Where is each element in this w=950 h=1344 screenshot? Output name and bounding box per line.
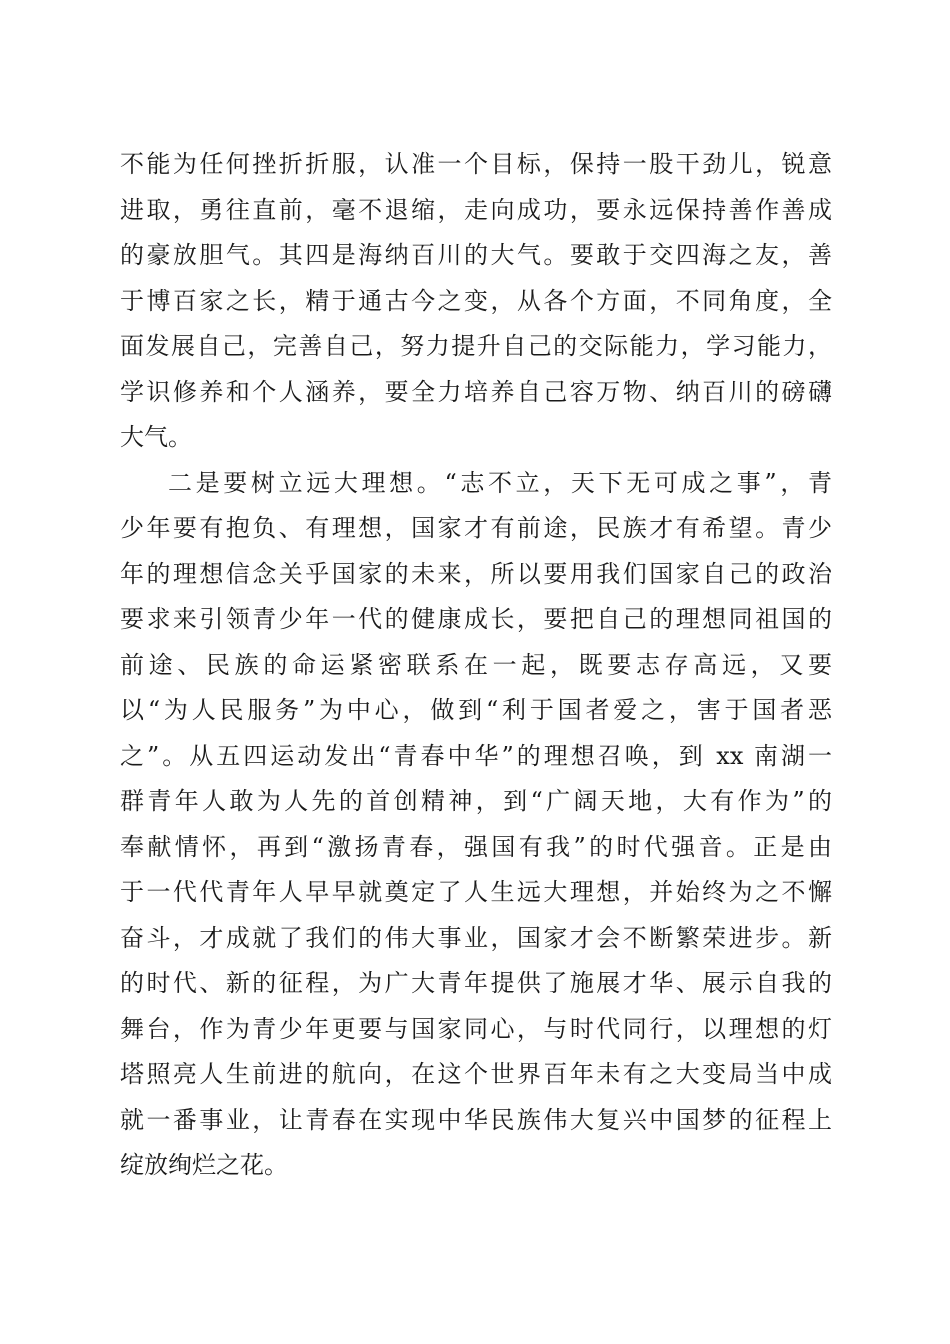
paragraph-2-line: 之”。从五四运动发出“青春中华”的理想召唤，到 xx 南湖一 [120,741,832,770]
paragraph-1 [120,142,832,461]
paragraph-2-line: 舞台，作为青少年更要与国家同心，与时代同行，以理想的灯 [120,1014,832,1043]
paragraph-2-line: 奉献情怀，再到“激扬青春，强国有我”的时代强音。正是由 [120,832,832,861]
paragraph-2 [120,461,832,1189]
paragraph-1-line: 不能为任何挫折折服，认准一个目标，保持一股干劲儿，锐意 [120,150,832,178]
paragraph-2-line: 少年要有抱负、有理想，国家才有前途，民族才有希望。青少 [120,514,832,542]
document-body [120,142,832,1189]
paragraph-2-line: 年的理想信念关乎国家的未来，所以要用我们国家自己的政治 [120,559,832,588]
paragraph-1-line: 学识修养和个人涵养，要全力培养自己容万物、纳百川的磅礴 [120,377,832,406]
paragraph-2-line: 的时代、新的征程，为广大青年提供了施展才华、展示自我的 [120,969,832,997]
paragraph-1-line: 面发展自己，完善自己，努力提升自己的交际能力，学习能力， [120,332,832,360]
paragraph-1-line: 进取，勇往直前，毫不退缩，走向成功，要永远保持善作善成 [120,195,832,224]
paragraph-1-line: 于博百家之长，精于通古今之变，从各个方面，不同角度，全 [120,286,832,315]
paragraph-2-line: 二是要树立远大理想。“志不立，天下无可成之事”，青 [168,468,832,497]
paragraph-2-line: 前途、民族的命运紧密联系在一起，既要志存高远，又要 [120,650,832,679]
paragraph-2-line: 于一代代青年人早早就奠定了人生远大理想，并始终为之不懈 [120,878,832,906]
paragraph-2-line: 绽放绚烂之花。 [120,1151,288,1179]
paragraph-2-line: 就一番事业，让青春在实现中华民族伟大复兴中国梦的征程上 [120,1105,832,1134]
paragraph-2-line: 要求来引领青少年一代的健康成长，要把自己的理想同祖国的 [120,605,832,633]
paragraph-2-line: 以“为人民服务”为中心，做到“利于国者爱之，害于国者恶 [120,696,832,724]
paragraph-2-line: 奋斗，才成就了我们的伟大事业，国家才会不断繁荣进步。新 [120,923,832,952]
paragraph-2-line: 塔照亮人生前进的航向，在这个世界百年未有之大变局当中成 [120,1060,832,1088]
paragraph-2-line: 群青年人敢为人先的首创精神，到“广阔天地，大有作为”的 [120,787,832,815]
paragraph-1-line: 大气。 [120,423,192,451]
paragraph-1-line: 的豪放胆气。其四是海纳百川的大气。要敢于交四海之友，善 [120,241,832,269]
